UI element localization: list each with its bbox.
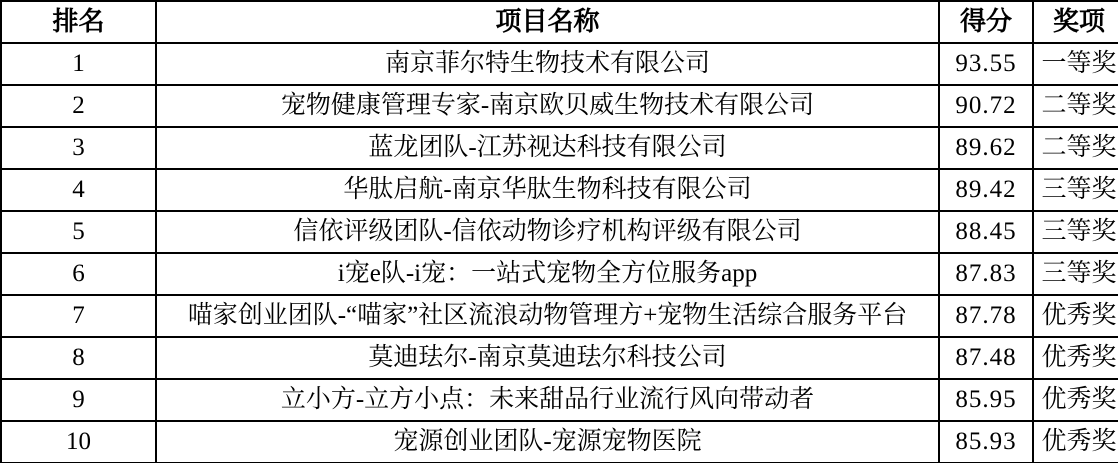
header-award: 奖项 (1033, 1, 1118, 43)
cell-award: 一等奖 (1033, 43, 1118, 85)
cell-name: 喵家创业团队-“喵家”社区流浪动物管理方+宠物生活综合服务平台 (156, 295, 939, 337)
cell-score: 85.95 (939, 379, 1033, 421)
cell-name: 信依评级团队-信依动物诊疗机构评级有限公司 (156, 211, 939, 253)
table-row (1, 211, 1118, 253)
cell-award: 优秀奖 (1033, 421, 1118, 463)
cell-name: 莫迪珐尔-南京莫迪珐尔科技公司 (156, 337, 939, 379)
header-row (1, 1, 1118, 43)
cell-award: 优秀奖 (1033, 337, 1118, 379)
cell-award: 三等奖 (1033, 253, 1118, 295)
cell-name: 蓝龙团队-江苏视达科技有限公司 (156, 127, 939, 169)
cell-rank: 9 (1, 379, 156, 421)
cell-name: i宠e队-i宠：一站式宠物全方位服务app (156, 253, 939, 295)
cell-rank: 1 (1, 43, 156, 85)
cell-rank: 8 (1, 337, 156, 379)
table-row (1, 421, 1118, 463)
cell-rank: 2 (1, 85, 156, 127)
cell-award: 优秀奖 (1033, 295, 1118, 337)
cell-award: 优秀奖 (1033, 379, 1118, 421)
cell-rank: 7 (1, 295, 156, 337)
cell-score: 89.42 (939, 169, 1033, 211)
cell-name: 华肽启航-南京华肽生物科技有限公司 (156, 169, 939, 211)
table-row (1, 169, 1118, 211)
cell-rank: 6 (1, 253, 156, 295)
cell-score: 87.78 (939, 295, 1033, 337)
cell-score: 87.83 (939, 253, 1033, 295)
cell-name: 立小方-立方小点：未来甜品行业流行风向带动者 (156, 379, 939, 421)
table-row (1, 379, 1118, 421)
table-row (1, 337, 1118, 379)
cell-score: 89.62 (939, 127, 1033, 169)
cell-name: 南京菲尔特生物技术有限公司 (156, 43, 939, 85)
cell-rank: 4 (1, 169, 156, 211)
header-name: 项目名称 (156, 1, 939, 43)
cell-name: 宠源创业团队-宠源宠物医院 (156, 421, 939, 463)
cell-score: 85.93 (939, 421, 1033, 463)
cell-rank: 10 (1, 421, 156, 463)
cell-score: 88.45 (939, 211, 1033, 253)
cell-score: 87.48 (939, 337, 1033, 379)
table-row (1, 253, 1118, 295)
cell-score: 90.72 (939, 85, 1033, 127)
cell-award: 二等奖 (1033, 85, 1118, 127)
cell-rank: 5 (1, 211, 156, 253)
table-row (1, 43, 1118, 85)
cell-award: 二等奖 (1033, 127, 1118, 169)
table-row (1, 85, 1118, 127)
header-score: 得分 (939, 1, 1033, 43)
cell-award: 三等奖 (1033, 211, 1118, 253)
table-row (1, 127, 1118, 169)
cell-rank: 3 (1, 127, 156, 169)
cell-score: 93.55 (939, 43, 1033, 85)
header-rank: 排名 (1, 1, 156, 43)
cell-award: 三等奖 (1033, 169, 1118, 211)
table-row (1, 295, 1118, 337)
cell-name: 宠物健康管理专家-南京欧贝威生物技术有限公司 (156, 85, 939, 127)
